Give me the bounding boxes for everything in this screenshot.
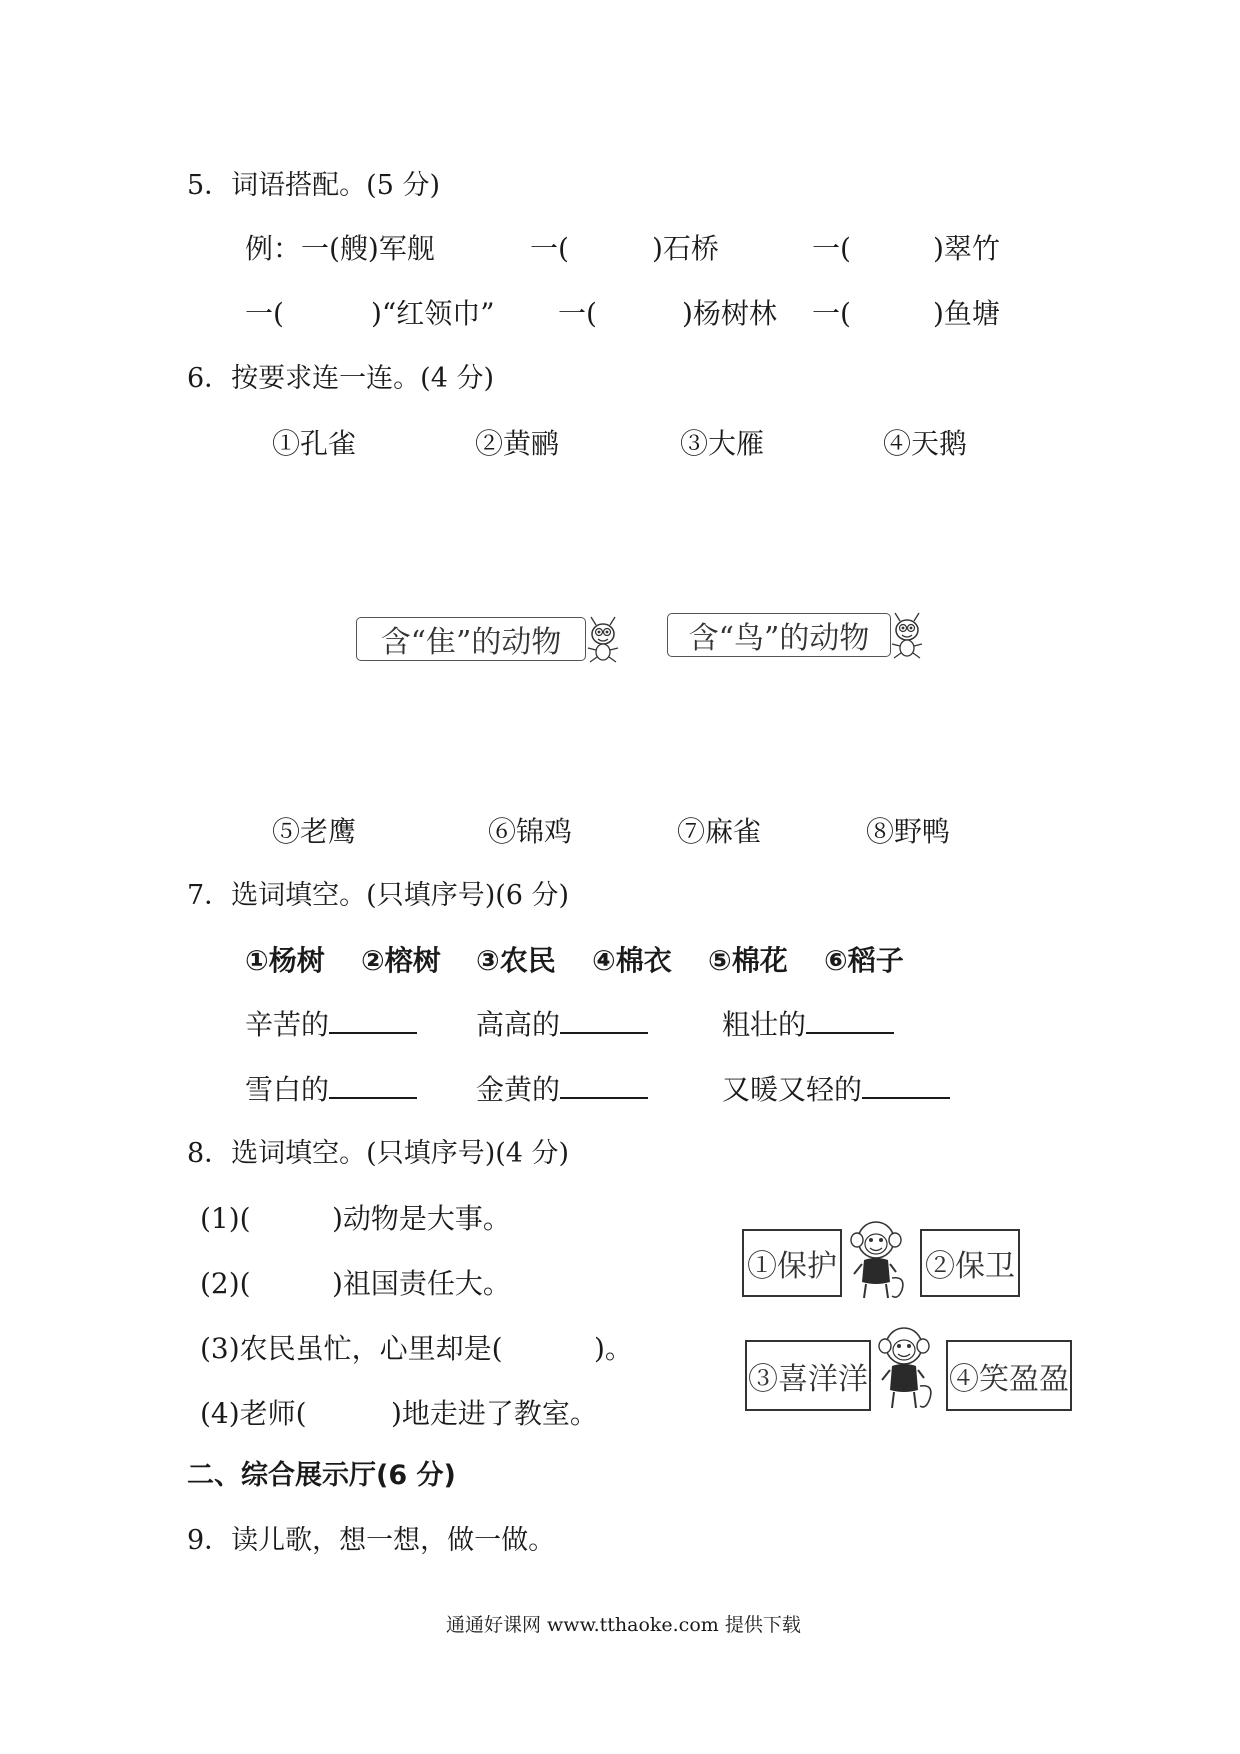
q6-animal: ⑤老鹰 (272, 815, 357, 848)
q7-option: ③农民 (476, 944, 556, 977)
q8-item-open: (1)( (200, 1202, 251, 1235)
q5-blank-close: )鱼塘 (933, 297, 1000, 330)
word-box-joyful: ③喜洋洋 (745, 1340, 871, 1411)
q7-phrase: 辛苦的 (245, 1010, 417, 1039)
q6-animal: ⑧野鸭 (866, 815, 951, 848)
q7-phrase: 又暖又轻的 (722, 1075, 950, 1104)
q7-phrase: 金黄的 (476, 1075, 648, 1104)
q5-blank-close: )石桥 (652, 232, 719, 265)
q8-item-close: )祖国责任大。 (332, 1267, 511, 1300)
q5-blank-open: 一( (812, 297, 851, 330)
q5-blank-open: 一( (530, 232, 569, 265)
q7-title: 7．选词填空。(只填序号)(6 分) (187, 880, 570, 911)
footer-text: 通通好课网 www.tthaoke.com 提供下载 (446, 1614, 801, 1636)
q5-title: 5．词语搭配。(5 分) (187, 170, 441, 201)
q8-item-open: (4)老师( (200, 1397, 307, 1430)
q5-example: 例：一(艘)军舰 (245, 232, 435, 265)
q6-animal: ⑥锦鸡 (488, 815, 573, 848)
word-box-defend: ②保卫 (920, 1229, 1020, 1297)
q5-blank-close: )“红领巾” (371, 297, 495, 330)
q6-animal: ④天鹅 (883, 427, 968, 460)
q7-option: ④棉衣 (592, 944, 672, 977)
q8-item-close: )地走进了教室。 (391, 1397, 598, 1430)
q8-item-open: (3)农民虽忙，心里却是( (200, 1332, 503, 1365)
q6-title: 6．按要求连一连。(4 分) (187, 363, 495, 394)
q7-option: ①杨树 (245, 944, 325, 977)
ant-mascot-icon (888, 610, 926, 660)
monkey-mascot-icon (876, 1322, 936, 1414)
q7-phrase: 雪白的 (245, 1075, 417, 1104)
word-box-protect: ①保护 (742, 1229, 842, 1297)
q8-title: 8．选词填空。(只填序号)(4 分) (187, 1138, 570, 1169)
q5-blank-open: 一( (245, 297, 284, 330)
q7-phrase: 高高的 (476, 1010, 648, 1039)
q5-blank-open: 一( (812, 232, 851, 265)
monkey-mascot-icon (848, 1216, 908, 1304)
ant-mascot-icon (584, 614, 622, 664)
word-box-smiling: ④笑盈盈 (946, 1340, 1072, 1411)
q7-phrase: 粗壮的 (722, 1010, 894, 1039)
category-tag-zhui: 含“隹”的动物 (356, 617, 586, 661)
q7-option: ⑤棉花 (708, 944, 788, 977)
q7-option: ②榕树 (361, 944, 441, 977)
section-heading: 二、综合展示厅(6 分) (187, 1460, 456, 1491)
q6-animal: ③大雁 (680, 427, 765, 460)
q5-blank-open: 一( (558, 297, 597, 330)
q8-item-close: )。 (594, 1332, 633, 1365)
q6-animal: ②黄鹂 (475, 427, 560, 460)
q5-blank-close: )杨树林 (682, 297, 777, 330)
q8-item-open: (2)( (200, 1267, 251, 1300)
q9-title: 9．读儿歌，想一想，做一做。 (187, 1525, 556, 1556)
q7-option: ⑥稻子 (824, 944, 904, 977)
q6-animal: ①孔雀 (272, 427, 357, 460)
q5-blank-close: )翠竹 (933, 232, 1000, 265)
q8-item-close: )动物是大事。 (332, 1202, 511, 1235)
category-tag-niao: 含“鸟”的动物 (667, 613, 891, 657)
q6-animal: ⑦麻雀 (677, 815, 762, 848)
